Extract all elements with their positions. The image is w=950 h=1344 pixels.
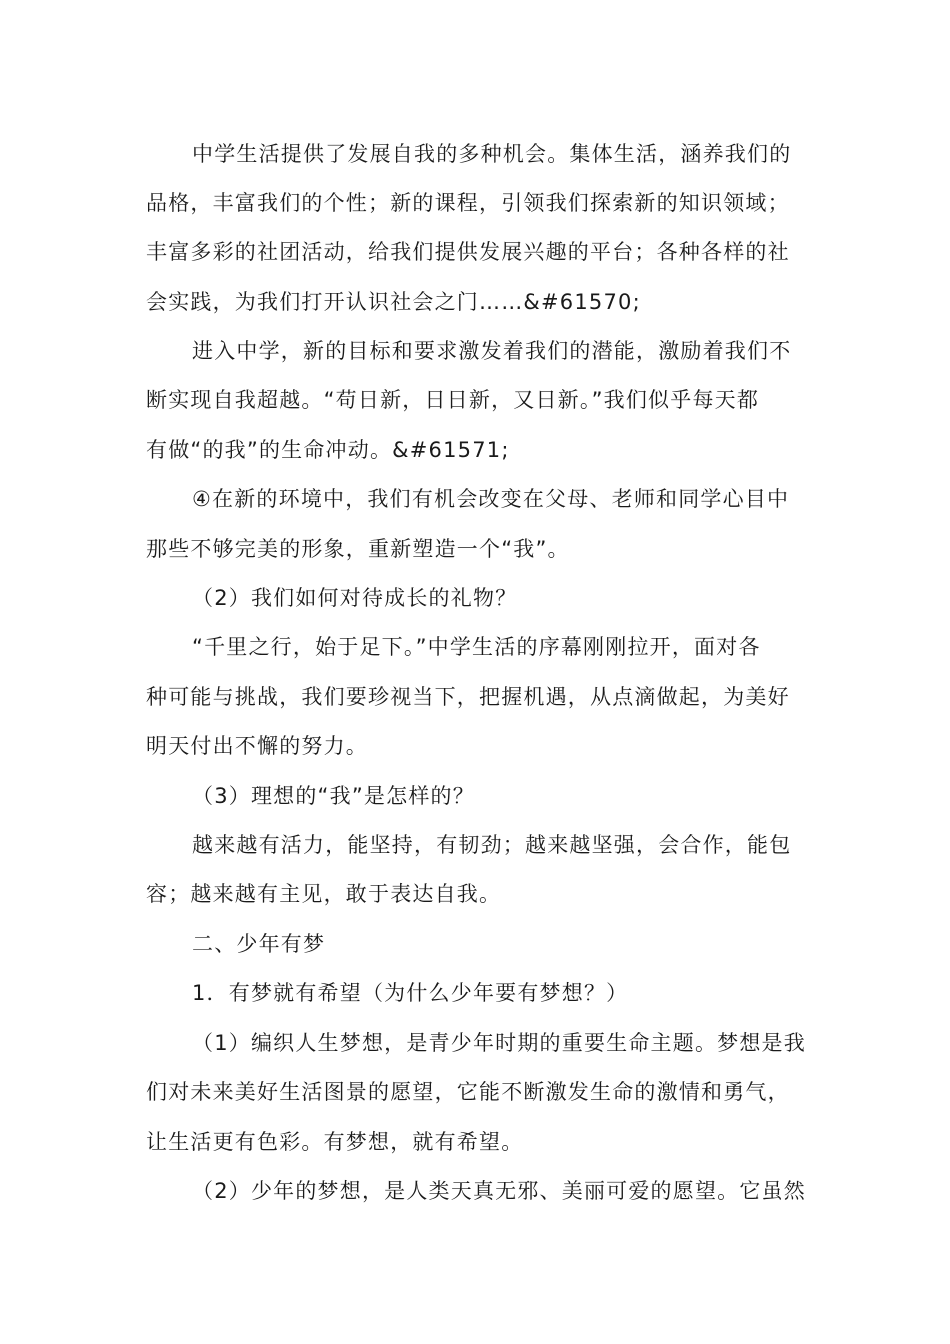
section-heading: 1．有梦就有希望（为什么少年要有梦想？） — [192, 981, 629, 1005]
text-line: （1）编织人生梦想，是青少年时期的重要生命主题。梦想是我 — [192, 1031, 806, 1055]
text-line: 进入中学，新的目标和要求激发着我们的潜能，激励着我们不 — [192, 339, 792, 363]
text-line: 断实现自我超越。“苟日新，日日新，又日新。”我们似乎每天都 — [146, 388, 760, 412]
text-line: 种可能与挑战，我们要珍视当下，把握机遇，从点滴做起，为美好 — [146, 685, 790, 709]
text-line: 品格，丰富我们的个性；新的课程，引领我们探索新的知识领域； — [146, 191, 790, 215]
text-line: 越来越有活力，能坚持，有韧劲；越来越坚强，会合作，能包 — [192, 833, 792, 857]
text-line: 那些不够完美的形象，重新塑造一个“我”。 — [146, 537, 570, 561]
text-line: 明天付出不懈的努力。 — [146, 734, 368, 758]
text-line: ④在新的环境中，我们有机会改变在父母、老师和同学心目中 — [192, 487, 790, 511]
text-line: （2）少年的梦想，是人类天真无邪、美丽可爱的愿望。它虽然 — [192, 1179, 806, 1203]
section-heading: 二、少年有梦 — [192, 932, 326, 956]
text-line: “千里之行，始于足下。”中学生活的序幕刚刚拉开，面对各 — [192, 635, 761, 659]
text-line: 丰富多彩的社团活动，给我们提供发展兴趣的平台；各种各样的社 — [146, 240, 790, 264]
section-heading: （2）我们如何对待成长的礼物？ — [192, 586, 518, 610]
text-line: 有做“的我”的生命冲动。&#61571; — [146, 438, 510, 462]
text-line: 容；越来越有主见，敢于表达自我。 — [146, 882, 502, 906]
text-line: 中学生活提供了发展自我的多种机会。集体生活，涵养我们的 — [192, 142, 792, 166]
text-line: 会实践，为我们打开认识社会之门……&#61570; — [146, 290, 641, 314]
text-line: 让生活更有色彩。有梦想，就有希望。 — [146, 1130, 524, 1154]
section-heading: （3）理想的“我”是怎样的？ — [192, 784, 475, 808]
text-line: 们对未来美好生活图景的愿望，它能不断激发生命的激情和勇气， — [146, 1080, 790, 1104]
